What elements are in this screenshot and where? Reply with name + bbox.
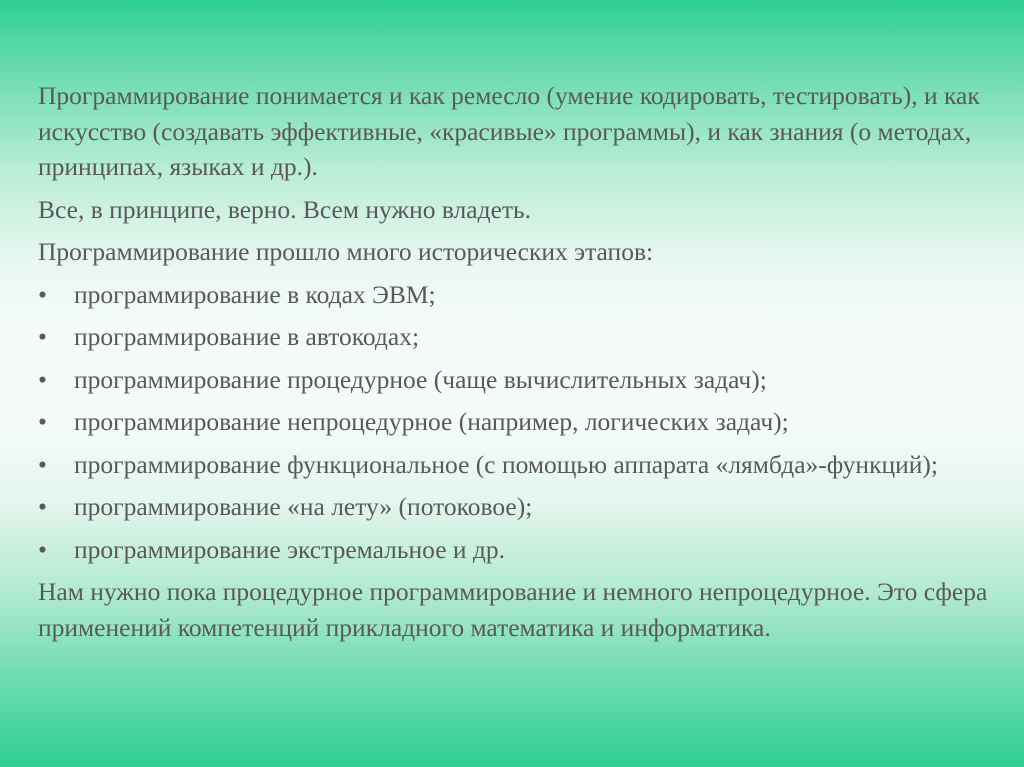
intro-paragraph: Программирование понимается и как ремесло (умение кодировать, тестировать), и как искусство (создавать эффективные, «красивые» программы), и как знания (о методах, принципах, языках и др.). xyxy=(38,81,980,181)
list-item-text: программирование в кодах ЭВМ; xyxy=(74,279,436,309)
list-item xyxy=(38,489,988,525)
list-item xyxy=(38,447,988,483)
stages-heading: Программирование прошло много исторических этапов: xyxy=(38,237,654,266)
bullet-icon: • xyxy=(38,534,47,564)
list-item-text: программирование непроцедурное (например, логических задач); xyxy=(74,407,789,436)
stages-list xyxy=(38,277,988,568)
list-item xyxy=(38,532,988,568)
bullet-icon: • xyxy=(38,449,47,479)
list-item xyxy=(38,319,988,355)
list-item xyxy=(38,277,988,313)
list-item-text: программирование функциональное (с помощью аппарата «лямбда»-функций); xyxy=(74,449,938,479)
summary-paragraph: Все, в принципе, верно. Всем нужно владеть. xyxy=(38,194,532,224)
bullet-icon: • xyxy=(38,364,47,394)
list-item xyxy=(38,362,988,398)
list-item-text: программирование экстремальное и др. xyxy=(74,534,506,564)
list-item-text: программирование «на лету» (потоковое); xyxy=(74,492,533,521)
bullet-icon: • xyxy=(38,322,47,351)
conclusion-paragraph: Нам нужно пока процедурное программирование и немного непроцедурное. Это сфера применений компетенций прикладного математика и информатика. xyxy=(38,577,988,642)
bullet-icon: • xyxy=(38,279,47,309)
list-item-text: программирование процедурное (чаще вычислительных задач); xyxy=(74,364,767,394)
slide-content xyxy=(38,78,988,652)
bullet-icon: • xyxy=(38,407,47,436)
list-item-text: программирование в автокодах; xyxy=(74,322,420,351)
list-item xyxy=(38,404,988,440)
bullet-icon: • xyxy=(38,492,47,521)
